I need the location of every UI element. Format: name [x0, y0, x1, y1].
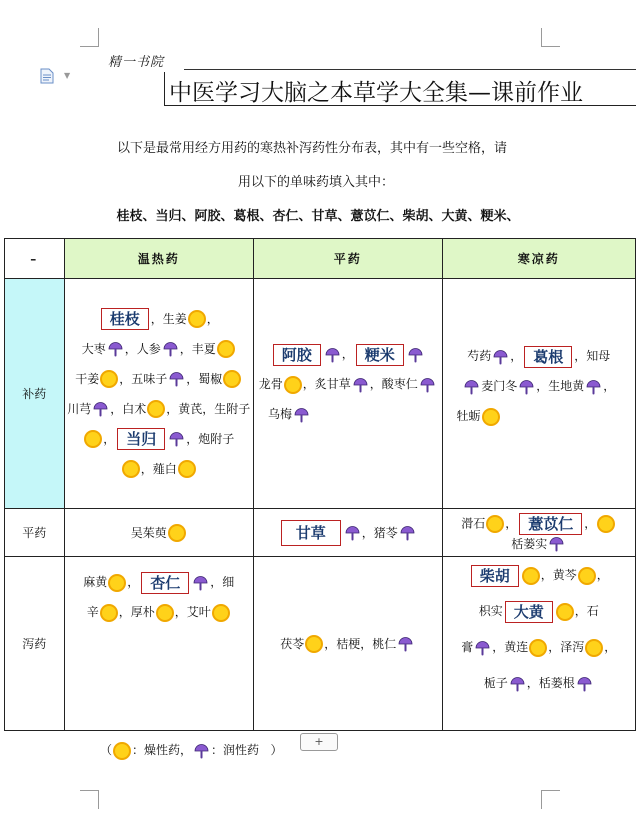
- cell-neutral-warm: [64, 509, 253, 557]
- herb-text: 茯苓: [280, 636, 305, 651]
- herb-text: ，黄芪，生附子: [166, 401, 251, 416]
- mushroom-icon: [163, 341, 178, 357]
- herb-text: ，: [103, 431, 116, 446]
- sun-icon: [307, 637, 321, 651]
- cell-purgative-neutral: [253, 557, 442, 731]
- herb-text: 川芎: [67, 401, 92, 416]
- sun-icon: [580, 569, 594, 583]
- col-header-cold: 寒凉药: [442, 239, 635, 279]
- herb-property-table: [4, 238, 636, 731]
- herb-text: 干姜: [75, 371, 100, 386]
- herb-text: ，厚朴: [118, 605, 155, 619]
- mushroom-icon: [577, 676, 592, 692]
- col-header-warm: 温热药: [64, 239, 253, 279]
- mushroom-icon: [493, 349, 508, 365]
- header-rule: [184, 69, 636, 70]
- herb-text: ，: [584, 516, 597, 530]
- herb-text: ，桔梗，桃仁: [324, 636, 397, 651]
- sun-icon: [124, 462, 138, 476]
- sun-icon: [86, 432, 100, 446]
- page-title: 中医学习大脑之本草学大全集—课前作业: [169, 80, 583, 106]
- intro-line-2: 用以下的单味药填入其中：: [237, 175, 394, 190]
- sun-icon: [170, 526, 184, 540]
- answer-box-ejiao[interactable]: 阿胶: [273, 344, 321, 366]
- cell-neutral-neutral: [253, 509, 442, 557]
- sun-icon: [531, 641, 545, 655]
- herb-text: 麻黄: [83, 575, 108, 589]
- intro-line-1: 以下是最常用经方用药的寒热补泻药性分布表，其中有一些空格，请: [116, 141, 507, 156]
- cell-purgative-warm: [64, 557, 253, 731]
- legend-dry-label: ：燥性药，: [132, 743, 193, 757]
- sun-icon: [599, 517, 613, 531]
- mushroom-icon: [408, 347, 423, 363]
- answer-box-xingren[interactable]: 杏仁: [141, 572, 189, 594]
- answer-box-guizhi[interactable]: 桂枝: [101, 308, 149, 330]
- herb-text: ，艾叶: [174, 605, 211, 619]
- legend-close: ）: [270, 743, 283, 757]
- mushroom-icon: [398, 636, 413, 652]
- herb-text: 乌梅: [267, 407, 292, 421]
- mushroom-icon: [169, 371, 184, 387]
- col-header-neutral: 平药: [253, 239, 442, 279]
- herb-text: 膏: [461, 640, 474, 654]
- document-menu-caret-icon[interactable]: ▼: [64, 71, 71, 80]
- herb-list: 桂枝、当归、阿胶、葛根、杏仁、甘草、薏苡仁、柴胡、大黄、粳米、: [116, 209, 520, 224]
- document-icon[interactable]: [40, 68, 54, 84]
- mushroom-icon: [510, 676, 525, 692]
- herb-text: ，石: [574, 604, 599, 618]
- answer-box-gegen[interactable]: 葛根: [524, 346, 572, 368]
- herb-text: ，知母: [574, 349, 611, 363]
- herb-text: 大枣: [81, 341, 106, 356]
- mushroom-icon: [400, 525, 415, 541]
- legend-moist-label: ：润性药: [211, 743, 260, 757]
- herb-text: ，生地黄: [536, 379, 585, 393]
- herb-text: ，栝蒌根: [526, 676, 575, 690]
- mushroom-icon: [325, 347, 340, 363]
- answer-box-gancao[interactable]: 甘草: [281, 520, 341, 546]
- cell-tonic-cold: [442, 279, 635, 509]
- herb-text: 麦门冬: [481, 379, 518, 393]
- herb-text: ，丰夏: [179, 341, 216, 356]
- crop-mark-top-right: [541, 28, 560, 47]
- herb-text: ，: [505, 516, 518, 530]
- herb-text: 芍药: [467, 349, 492, 363]
- herb-text: ，白术: [110, 401, 147, 416]
- sun-icon: [190, 312, 204, 326]
- mushroom-icon: [93, 401, 108, 417]
- mushroom-icon: [464, 379, 479, 395]
- sun-icon: [484, 410, 498, 424]
- sun-icon: [110, 576, 124, 590]
- legend-open: （: [100, 743, 113, 757]
- sun-icon: [214, 606, 228, 620]
- sun-icon: [524, 569, 538, 583]
- mushroom-icon: [420, 377, 435, 393]
- mushroom-icon: [475, 640, 490, 656]
- sun-icon: [102, 606, 116, 620]
- mushroom-icon: [519, 379, 534, 395]
- sun-icon: [488, 517, 502, 531]
- logo-text: 精一书院: [108, 55, 165, 70]
- herb-text: 龙骨: [258, 377, 283, 391]
- herb-text: ，五味子: [119, 371, 168, 386]
- herb-text: 栝蒌实: [511, 536, 548, 551]
- herb-text: ，细: [210, 575, 235, 589]
- crop-mark-bottom-left: [80, 790, 99, 809]
- herb-text: 栀子: [483, 676, 508, 690]
- mushroom-icon: [353, 377, 368, 393]
- mushroom-icon: [345, 525, 360, 541]
- herb-text: 滑石: [461, 516, 486, 530]
- herb-text: ，黄芩: [540, 568, 577, 582]
- herb-text: ，: [604, 640, 617, 654]
- herb-text: ，薤白: [140, 461, 177, 476]
- herb-text: ，: [127, 575, 140, 589]
- sun-icon: [102, 372, 116, 386]
- cell-neutral-cold: [442, 509, 635, 557]
- sun-icon: [149, 402, 163, 416]
- herb-text: ，: [596, 568, 609, 582]
- herb-text: ，酸枣仁: [369, 377, 418, 391]
- sun-icon: [558, 605, 572, 619]
- legend: [100, 741, 283, 759]
- add-tab-button[interactable]: +: [300, 733, 338, 751]
- herb-text: 吴茱萸: [130, 525, 167, 540]
- cell-purgative-cold: [442, 557, 635, 731]
- herb-text: ，炮附子: [186, 431, 235, 446]
- herb-text: ，: [603, 379, 616, 393]
- title-box: [164, 72, 636, 106]
- herb-text: ，猪苓: [361, 525, 398, 540]
- herb-text: ，炙甘草: [302, 377, 351, 391]
- answer-box-jingmi[interactable]: 粳米: [356, 344, 404, 366]
- crop-mark-bottom-right: [541, 790, 560, 809]
- sun-icon: [225, 372, 239, 386]
- sun-icon: [286, 378, 300, 392]
- sun-icon: [180, 462, 194, 476]
- mushroom-icon: [169, 431, 184, 447]
- mushroom-icon: [294, 407, 309, 423]
- sun-icon: [219, 342, 233, 356]
- herb-text: 枳实: [478, 604, 503, 618]
- mushroom-icon: [549, 536, 564, 552]
- answer-box-danggui[interactable]: 当归: [117, 428, 165, 450]
- row-header-tonic: 补药: [5, 279, 65, 509]
- herb-text: ，: [510, 349, 523, 363]
- mushroom-icon: [108, 341, 123, 357]
- mushroom-icon: [586, 379, 601, 395]
- herb-text: ，: [341, 347, 354, 361]
- herb-text: ，蜀椒: [186, 371, 223, 386]
- sun-icon: [587, 641, 601, 655]
- herb-text: ，黄连: [492, 640, 529, 654]
- row-header-neutral: 平药: [5, 509, 65, 557]
- answer-box-chaihu[interactable]: 柴胡: [471, 565, 519, 587]
- mushroom-icon: [193, 575, 208, 591]
- mushroom-icon: [194, 743, 209, 759]
- cell-tonic-neutral: [253, 279, 442, 509]
- row-header-purgative: 泻药: [5, 557, 65, 731]
- sun-icon: [115, 744, 129, 758]
- herb-text: ，泽泻: [548, 640, 585, 654]
- herb-text: 辛: [86, 605, 99, 619]
- herb-text: ，生姜: [150, 311, 187, 326]
- cell-tonic-warm: [64, 279, 253, 509]
- herb-text: ，: [206, 311, 219, 326]
- answer-box-yiyiren[interactable]: 薏苡仁: [519, 513, 582, 535]
- crop-mark-top-left: [80, 28, 99, 47]
- herb-text: ，人参: [124, 341, 161, 356]
- corner-cell: –: [5, 239, 65, 279]
- answer-box-dahuang[interactable]: 大黄: [505, 601, 553, 623]
- sun-icon: [158, 606, 172, 620]
- herb-text: 牡蛎: [456, 409, 481, 423]
